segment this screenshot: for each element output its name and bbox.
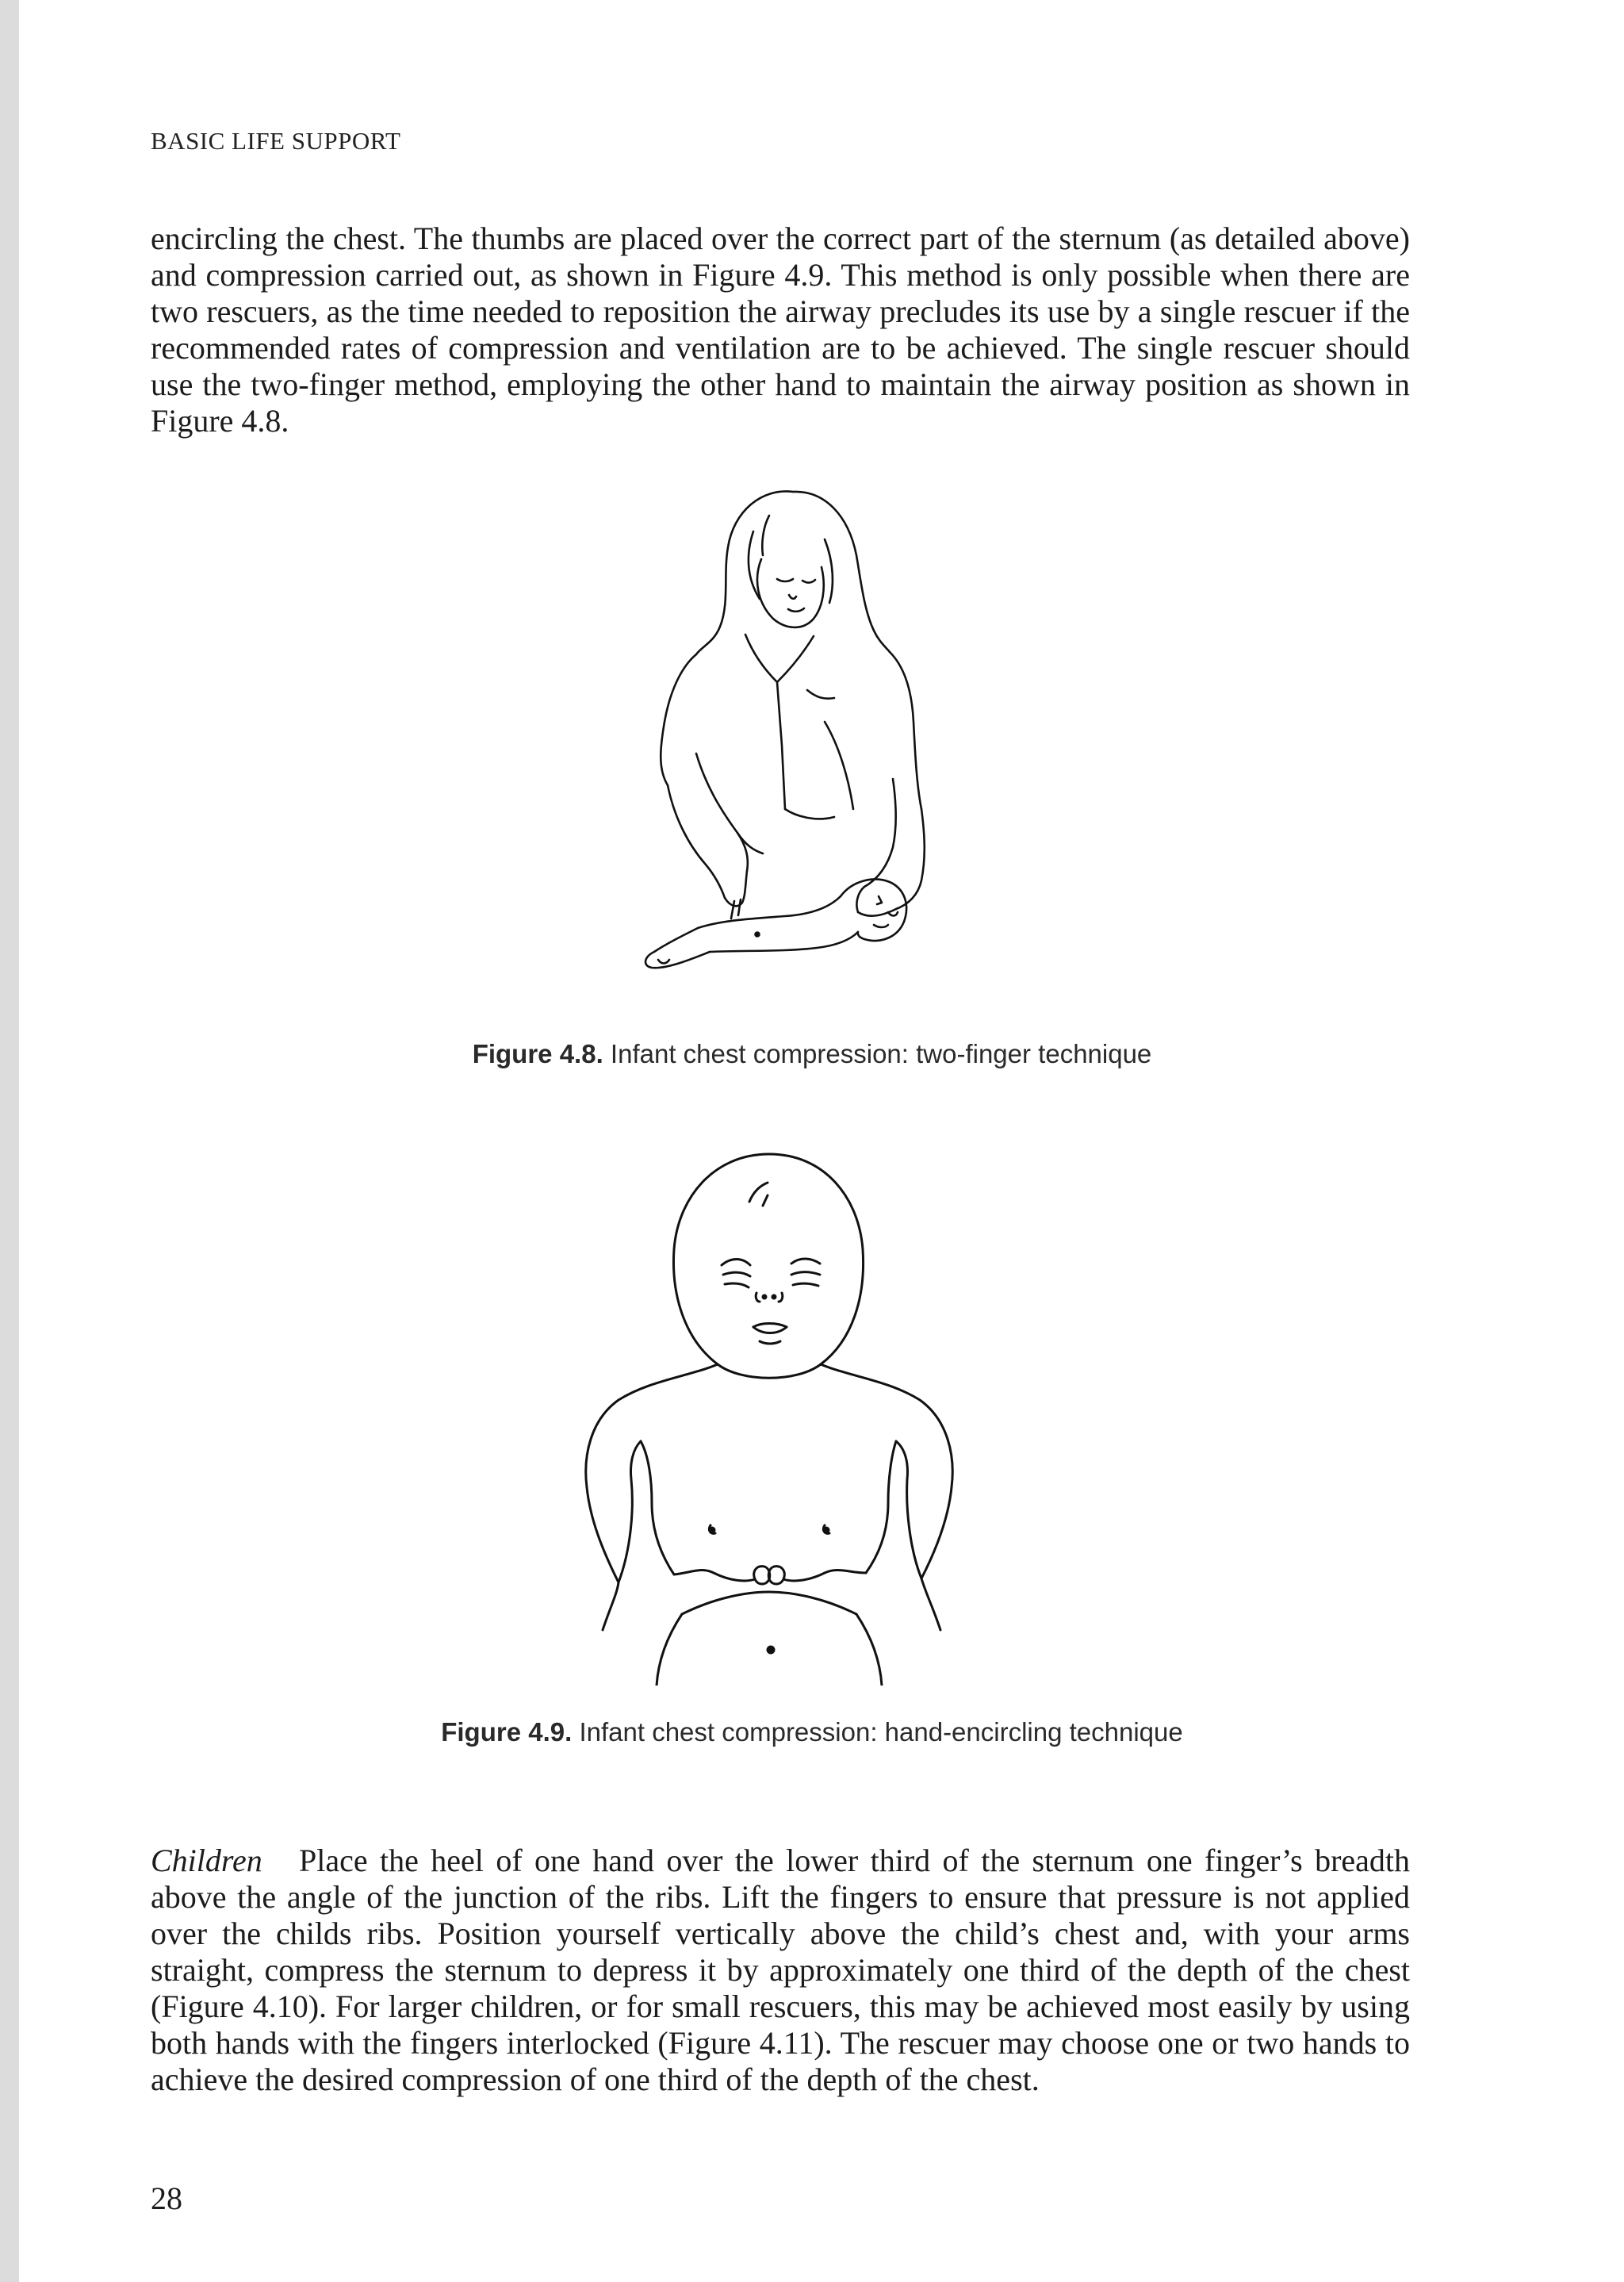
figure-4-8-text: Infant chest compression: two-finger technique [610, 1039, 1152, 1068]
body-paragraph-1: encircling the chest. The thumbs are placed over the correct part of the sternum (as detailed above) and compression carried out, as shown in Figure 4.9. This method is only possible when there are two rescuers, as the time needed to reposition the airway precludes its use by a single rescuer if the recommended rates of compression and ventilation are to be achieved. The single rescuer should use the two-finger method, employing the other hand to maintain the airway position as shown in Figure 4.8. [151, 221, 1410, 439]
children-paragraph-text: Place the heel of one hand over the lower third of the sternum one finger’s breadth above the angle of the junction of the ribs. Lift the fingers to ensure that pressure is not applied over the childs ribs. Position yourself vertically above the child’s chest and, with your arms straight, compress the sternum to depress it by approximately one third of the depth of the chest (Figure 4.10). For larger children, or for small rescuers, this may be achieved most easily by using both hands with the fingers interlocked (Figure 4.11). The rescuer may choose one or two hands to achieve the desired compression of one third of the depth of the chest. [151, 1843, 1411, 2097]
page-edge [0, 0, 19, 2282]
figure-4-8-label: Figure 4.8. [472, 1039, 603, 1068]
figure-4-8-illustration [626, 484, 936, 999]
running-head: BASIC LIFE SUPPORT [151, 127, 401, 155]
body-paragraph-2 [151, 1843, 1410, 2098]
children-runin-heading: Children [151, 1843, 262, 1878]
page-number: 28 [151, 2180, 182, 2216]
figure-4-8-caption [0, 1039, 1624, 1069]
figure-4-9-text: Infant chest compression: hand-encircling technique [579, 1717, 1183, 1747]
figure-4-9-caption [0, 1717, 1624, 1747]
figure-4-9-label: Figure 4.9. [441, 1717, 573, 1747]
figure-4-9-illustration [555, 1138, 983, 1686]
